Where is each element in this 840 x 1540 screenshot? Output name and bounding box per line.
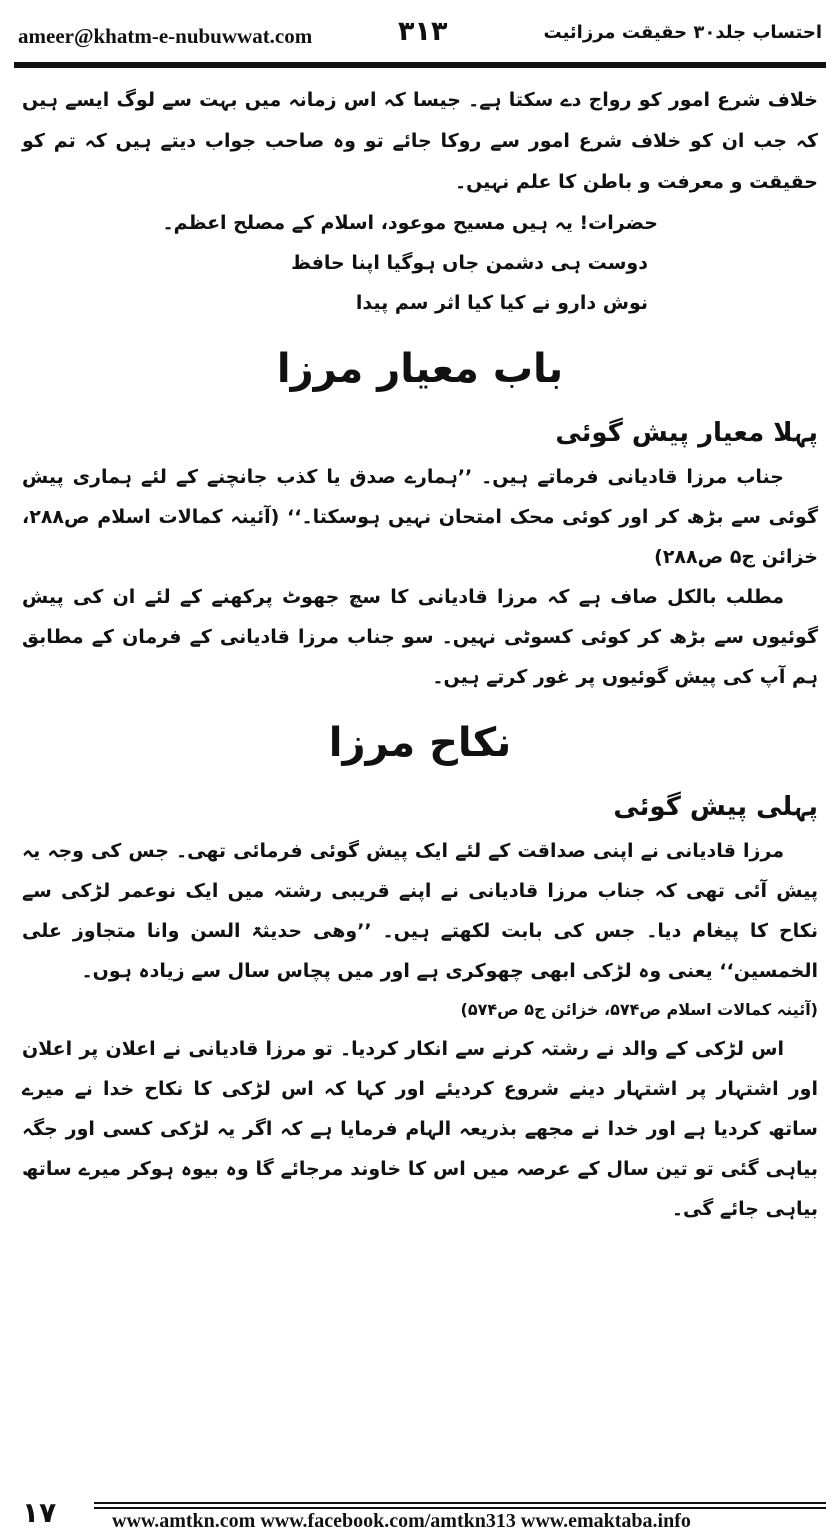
prophecy-text-before: مرزا قادیانی نے اپنی صداقت کے لئے ایک پیش گوئی فرمائی تھی۔ جس کی وجہ یہ پیش آئی تھی کہ جناب مرزا قادیانی نے اپنے قریبی رشتہ میں ایک نوعمر لڑکی سے نکاح کا پیغام دیا۔ جس کی بابت لکھتے ہیں۔ ’’ — [22, 840, 818, 942]
prophecy-text-after: ‘‘ یعنی وہ لڑکی ابھی چھوکری ہے اور میں پچاس سال سے زیادہ ہوں۔ — [81, 960, 734, 982]
paragraph-announcement: اس لڑکی کے والد نے رشتہ کرنے سے انکار کردیا۔ تو مرزا قادیانی نے اعلان پر اعلان اور اشتہار پر اشتہار دینے شروع کردیئے اور کہا کہ اس لڑکی کا نکاح خدا نے میرے ساتھ کردیا ہے اور خدا نے مجھے بذریعہ الہام فرمایا ہے کہ اگر یہ لڑکی کسی اور جگہ بیاہی گئی تو تین سال کے عرصہ میں اس کا خاوند مرجائے گا وہ بیوہ ہوکر میرے ساتھ بیاہی جائے گی۔ — [22, 1038, 818, 1220]
chapter-title: باب معیار مرزا — [276, 346, 564, 392]
footer-rule-top — [94, 1502, 826, 1504]
footer-page-index: ۱۷ — [22, 1496, 57, 1529]
section-title: نکاح مرزا — [328, 720, 512, 766]
page-header — [14, 18, 826, 64]
paragraph-prophecy — [22, 831, 818, 991]
footer-rule-bottom — [94, 1507, 826, 1509]
header-rule — [14, 62, 826, 68]
header-page-number: ۳۱۳ — [398, 16, 448, 47]
page-footer — [14, 1496, 826, 1532]
header-email[interactable]: ameer@khatm-e-nubuwwat.com — [18, 24, 313, 48]
footer-links[interactable]: www.amtkn.com www.facebook.com/amtkn313 www.emaktaba.info — [112, 1510, 691, 1532]
paragraph-intro: خلاف شرع امور کو رواج دے سکتا ہے۔ جیسا کہ اس زمانہ میں بہت سے لوگ ایسے ہیں کہ جب ان کو خلاف شرع امور سے روکا جائے تو وہ صاحب جواب دیتے ہیں کہ تم کو حقیقت و معرفت و باطن کا علم نہیں۔ — [22, 89, 818, 193]
subheading-first-criterion: پہلا معیار پیش گوئی — [555, 418, 818, 448]
poem-line-1: دوست ہی دشمن جاں ہوگیا اپنا حافظ — [291, 252, 648, 274]
arabic-quote: وھی حدیثۃ السن وانا متجاوز علی الخمسین — [22, 920, 818, 982]
poem-line-2: نوش دارو نے کیا کیا اثر سم پیدا — [355, 292, 648, 314]
page-content — [22, 80, 818, 1229]
paragraph-explanation: مطلب بالکل صاف ہے کہ مرزا قادیانی کا سچ جھوٹ پرکھنے کے لئے ان کی پیش گوئیوں سے بڑھ کر کوئی کسوٹی نہیں۔ سو جناب مرزا قادیانی کے فرمان کے مطابق ہم آپ کی پیش گوئیوں پر غور کرتے ہیں۔ — [22, 586, 818, 688]
paragraph-quote: جناب مرزا قادیانی فرماتے ہیں۔ ’’ہمارے صدق یا کذب جانچنے کے لئے ہماری پیش گوئی سے بڑھ کر اور کوئی محک امتحان نہیں ہوسکتا۔‘‘ (آئینہ کمالات اسلام ص۲۸۸، خزائن ج۵ ص۲۸۸) — [22, 466, 818, 568]
reference-citation: (آئینہ کمالات اسلام ص۵۷۴، خزائن ج۵ ص۵۷۴) — [460, 1000, 818, 1019]
subheading-first-prophecy: پہلی پیش گوئی — [613, 792, 818, 822]
poem-intro: حضرات! یہ ہیں مسیح موعود، اسلام کے مصلح اعظم۔ — [162, 212, 658, 234]
header-running-title: احتساب جلد۳۰ حقیقت مرزائیت — [543, 22, 822, 43]
